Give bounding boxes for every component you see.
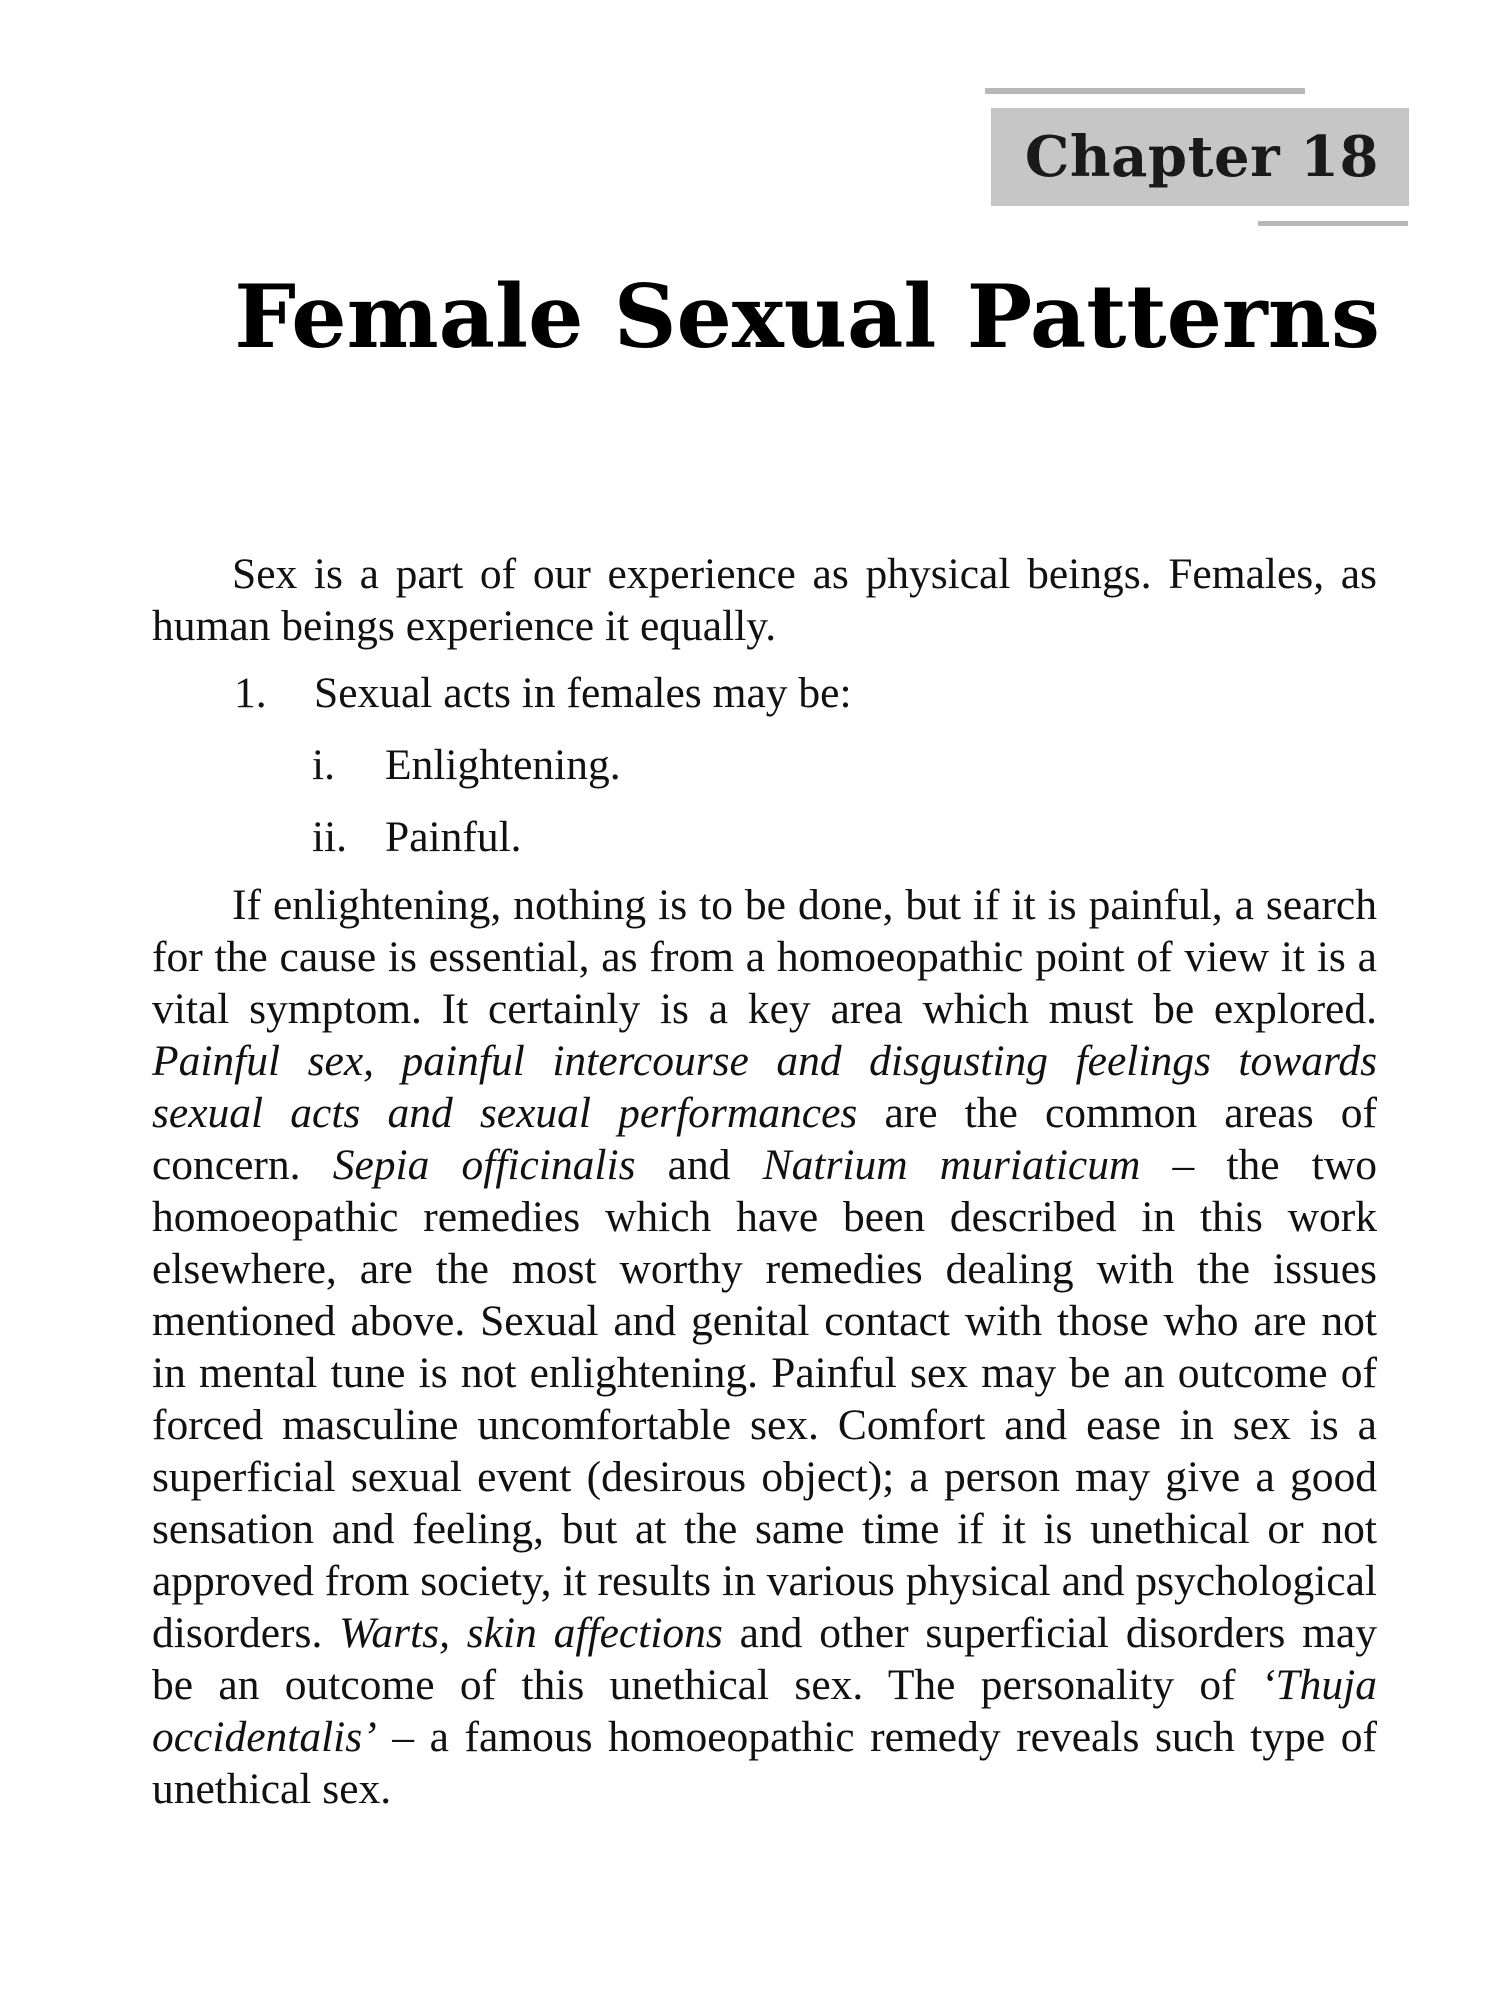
- list-marker: 1.: [234, 669, 267, 717]
- sub-list-marker: ii.: [312, 813, 348, 861]
- remedy-name: Sepia officinalis: [332, 1141, 636, 1189]
- chapter-label: Chapter 18: [1024, 124, 1379, 190]
- sub-list-item-i: [152, 739, 1377, 791]
- paragraph-text: and: [667, 1141, 731, 1189]
- chapter-label-box: [991, 108, 1409, 206]
- italic-phrase: Painful sex, painful intercourse and disgusting feelings towards sexual acts and sexual performances: [152, 1037, 1377, 1137]
- paragraph-text: – a famous homoeopathic remedy reveals such type of unethical sex.: [152, 1713, 1377, 1813]
- paragraph-text: If enlightening, nothing is to be done, but if it is painful, a search for the cause is essential, as from a homoeopathic point of view it is a vital symptom. It certainly is a key area which must be explored.: [152, 881, 1377, 1033]
- chapter-body: [152, 548, 1377, 1815]
- paragraph-text: – the two homoeopathic remedies which have been described in this work elsewhere, are the most worthy remedies dealing with the issues mentioned above. Sexual and genital contact with those who are not in mental tune is not enlightening. Painful sex may be an outcome of forced masculine uncomfortable sex. Comfort and ease in sex is a superficial sexual event (desirous object); a person may give a good sensation and feeling, but at the same time if it is unethical or not approved from society, it results in various physical and psychological disorders.: [152, 1141, 1377, 1657]
- remedy-name: Natrium muriaticum: [762, 1141, 1141, 1189]
- chapter-rule-top: [985, 88, 1305, 94]
- list-item-text: Sexual acts in females may be:: [314, 669, 852, 717]
- sub-list-item-ii: [152, 811, 1377, 863]
- paragraph-text: are the common areas of concern.: [152, 1089, 1378, 1189]
- paragraph-text: and other superficial disorders may be an outcome of this unethical sex. The personality of: [152, 1609, 1377, 1709]
- list-item-1: [152, 667, 1377, 719]
- italic-phrase: Warts, skin affections: [339, 1609, 723, 1657]
- chapter-rule-bottom: [1258, 221, 1408, 226]
- sub-list-marker: i.: [312, 741, 335, 789]
- sub-list-item-text: Enlightening.: [385, 741, 621, 789]
- main-paragraph: [152, 879, 1377, 1815]
- intro-paragraph: Sex is a part of our experience as physical beings. Females, as human beings experience it equally.: [152, 550, 1377, 650]
- sub-list-item-text: Painful.: [385, 813, 522, 861]
- chapter-title: Female Sexual Patterns: [234, 265, 1380, 368]
- remedy-name: ‘Thuja occidentalis’: [152, 1661, 1377, 1761]
